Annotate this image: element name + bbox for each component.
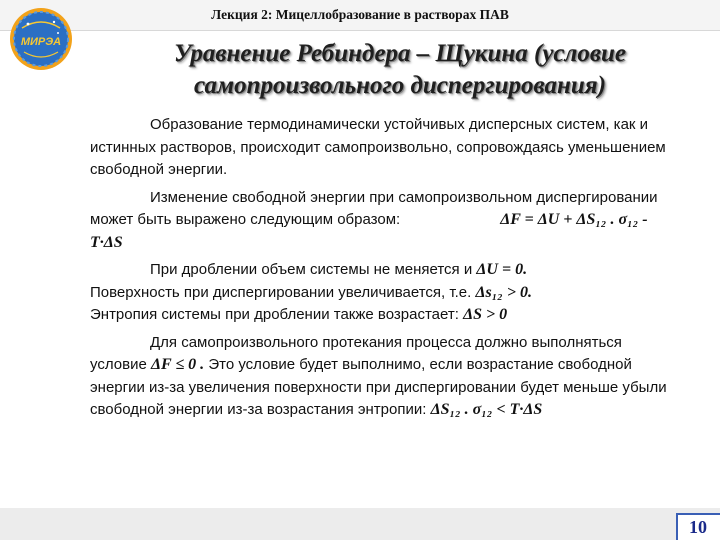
slide-title (100, 38, 700, 102)
page-number-box (676, 513, 720, 540)
spontaneity-condition: ΔF ≤ 0 . (150, 356, 205, 373)
paragraph-3 (90, 259, 670, 327)
paragraph-4-text-a: Для самопроизвольного протекания процесса должно выполняться условие (90, 333, 622, 373)
slide-title-line-1: Уравнение Ребиндера – Щукина (условие (173, 40, 627, 67)
page-number: 10 (689, 517, 707, 537)
footer-band (0, 508, 720, 540)
paragraph-4 (90, 332, 670, 422)
paragraph-3-line-1: При дроблении объем системы не меняется и (150, 261, 473, 278)
free-energy-formula: ΔF = ΔU + ΔS₁₂ . σ₁₂ - T·ΔS (90, 211, 648, 251)
paragraph-1-text: Образование термодинамически устойчивых дисперсных систем, как и истинных растворов, происходит самопроизвольно, сопровождаясь уменьшением свободной энергии. (90, 116, 666, 178)
mirea-logo (8, 6, 74, 72)
mirea-logo-icon (8, 6, 74, 72)
logo-text: МИРЭА (20, 36, 62, 48)
slide-body (90, 114, 670, 427)
rebinder-shchukin-inequality: ΔS₁₂ . σ₁₂ < T·ΔS (430, 401, 543, 418)
paragraph-2-text: Изменение свободной энергии при самопроизвольном диспергировании может быть выражено следующим образом: (90, 188, 658, 228)
header-divider (0, 30, 720, 31)
paragraph-3-line-2: Поверхность при диспергировании увеличивается, т.е. (90, 283, 472, 301)
slide-title-line-2: самопроизвольного диспергирования) (194, 72, 606, 99)
paragraph-2 (90, 187, 670, 255)
paragraph-1 (90, 114, 670, 182)
surface-condition: Δs₁₂ > 0. (475, 283, 532, 301)
paragraph-3-line-3: Энтропия системы при дроблении также возрастает: (90, 306, 459, 323)
paragraph-4-text-b: Это условие будет выполнимо, если возрастание свободной энергии из-за увеличения поверхности при диспергировании будет меньше убыли свободной энергии из-за возрастания энтропии: (90, 356, 667, 418)
lecture-title: Лекция 2: Мицеллобразование в растворах ПАВ (211, 7, 509, 22)
internal-energy-condition: ΔU = 0. (476, 261, 528, 278)
entropy-condition: ΔS > 0 (463, 306, 508, 323)
